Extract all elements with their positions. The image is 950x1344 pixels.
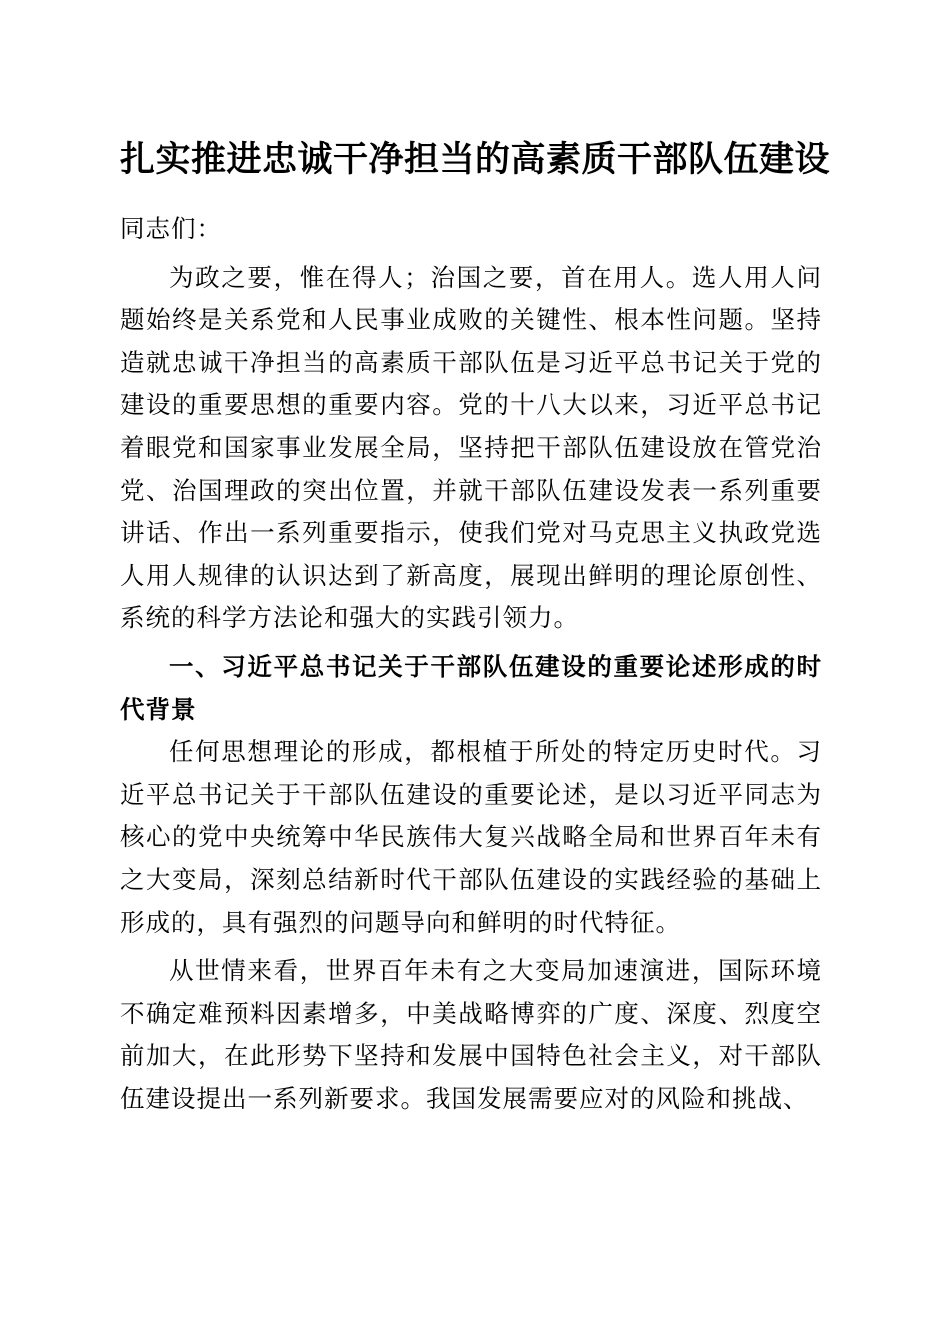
- paragraph-intro: 为政之要，惟在得人；治国之要，首在用人。选人用人问题始终是关系党和人民事业成败的关键性、根本性问题。坚持造就忠诚干净担当的高素质干部队伍是习近平总书记关于党的建设的重要思想的重要内容。党的十八大以来，习近平总书记着眼党和国家事业发展全局，坚持把干部队伍建设放在管党治党、治国理政的突出位置，并就干部队伍建设发表一系列重要讲话、作出一系列重要指示，使我们党对马克思主义执政党选人用人规律的认识达到了新高度，展现出鲜明的理论原创性、系统的科学方法论和强大的实践引领力。: [120, 262, 822, 633]
- document-title: 扎实推进忠诚干净担当的高素质干部队伍建设: [119, 139, 830, 180]
- section-heading: 一、习近平总书记关于干部队伍建设的重要论述形成的时代背景: [120, 651, 822, 724]
- paragraph-background: 任何思想理论的形成，都根植于所处的特定历史时代。习近平总书记关于干部队伍建设的重要论述，是以习近平同志为核心的党中央统筹中华民族伟大复兴战略全局和世界百年未有之大变局，深刻总结新时代干部队伍建设的实践经验的基础上形成的，具有强烈的问题导向和鲜明的时代特征。: [120, 737, 822, 937]
- paragraph-world-situation: 从世情来看，世界百年未有之大变局加速演进，国际环境不确定难预料因素增多，中美战略博弈的广度、深度、烈度空前加大，在此形势下坚持和发展中国特色社会主义，对干部队伍建设提出一系列新要求。我国发展需要应对的风险和挑战、: [120, 956, 822, 1113]
- salutation: 同志们：: [120, 214, 222, 243]
- document-body: [120, 208, 822, 1120]
